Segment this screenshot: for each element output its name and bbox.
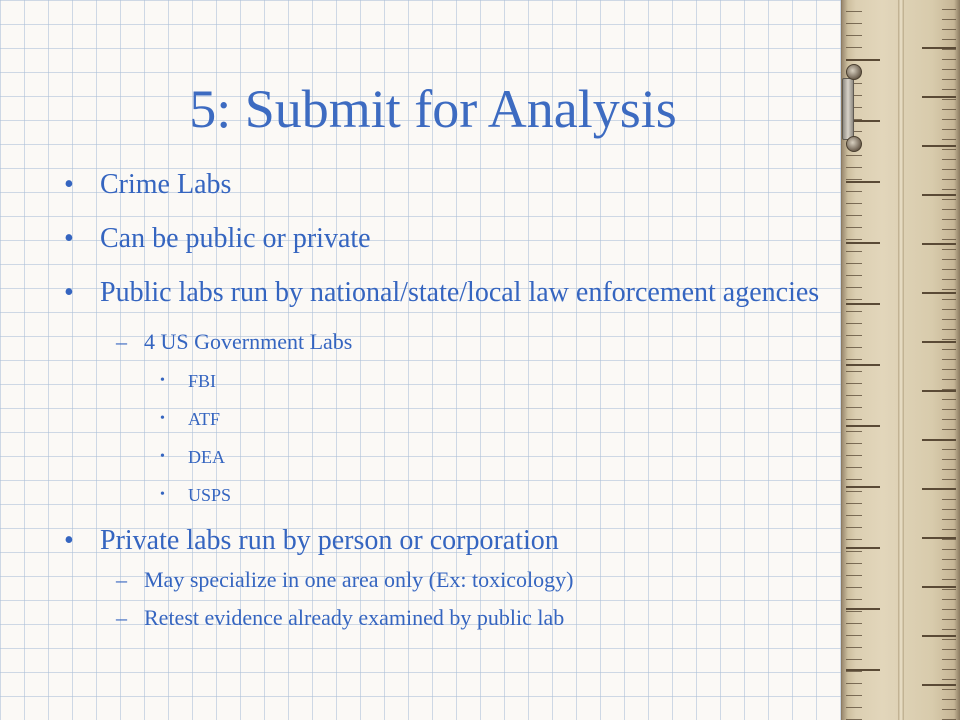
sub-sub-bullet-text: FBI bbox=[188, 371, 217, 391]
dash-glyph: – bbox=[116, 329, 127, 354]
slide-title: 5: Submit for Analysis bbox=[189, 79, 677, 139]
bullet-public-labs bbox=[64, 276, 824, 310]
sub-bullet-retest bbox=[64, 604, 824, 632]
sub-bullet-gov-labs bbox=[64, 328, 824, 356]
ruler-scale-right bbox=[922, 0, 956, 720]
sub-sub-bullet-usps bbox=[64, 484, 824, 506]
bullet-glyph: • bbox=[160, 449, 165, 464]
sub-sub-bullet-text: ATF bbox=[188, 409, 221, 429]
sub-sub-bullet-fbi bbox=[64, 370, 824, 392]
bullet-glyph: • bbox=[160, 411, 165, 426]
sub-sub-bullet-dea bbox=[64, 446, 824, 468]
bullet-crime-labs bbox=[64, 168, 824, 202]
bullet-glyph: • bbox=[64, 525, 74, 556]
bullet-glyph: • bbox=[64, 169, 74, 200]
bullet-text: Can be public or private bbox=[100, 223, 371, 254]
bullet-text: Private labs run by person or corporation bbox=[100, 525, 559, 556]
bullet-private-labs bbox=[64, 524, 824, 558]
sub-bullet-text: 4 US Government Labs bbox=[144, 329, 353, 354]
sub-sub-bullet-atf bbox=[64, 408, 824, 430]
dash-glyph: – bbox=[116, 567, 127, 592]
ruler-groove bbox=[898, 0, 904, 720]
bullet-text: Crime Labs bbox=[100, 169, 232, 200]
sub-bullet-text: May specialize in one area only (Ex: toxicology) bbox=[144, 567, 574, 592]
bullet-glyph: • bbox=[160, 373, 165, 388]
bullet-glyph: • bbox=[64, 223, 74, 254]
bullet-public-or-private bbox=[64, 222, 824, 256]
sub-bullet-specialize bbox=[64, 566, 824, 594]
bullet-glyph: • bbox=[160, 487, 165, 502]
dash-glyph: – bbox=[116, 605, 127, 630]
sub-bullet-text: Retest evidence already examined by public lab bbox=[144, 605, 565, 630]
bullet-glyph: • bbox=[64, 277, 74, 308]
slide-body bbox=[64, 168, 824, 632]
bullet-text: Public labs run by national/state/local law enforcement agencies bbox=[100, 277, 820, 308]
sub-sub-bullet-text: DEA bbox=[188, 447, 225, 467]
sub-sub-bullet-text: USPS bbox=[188, 485, 232, 505]
